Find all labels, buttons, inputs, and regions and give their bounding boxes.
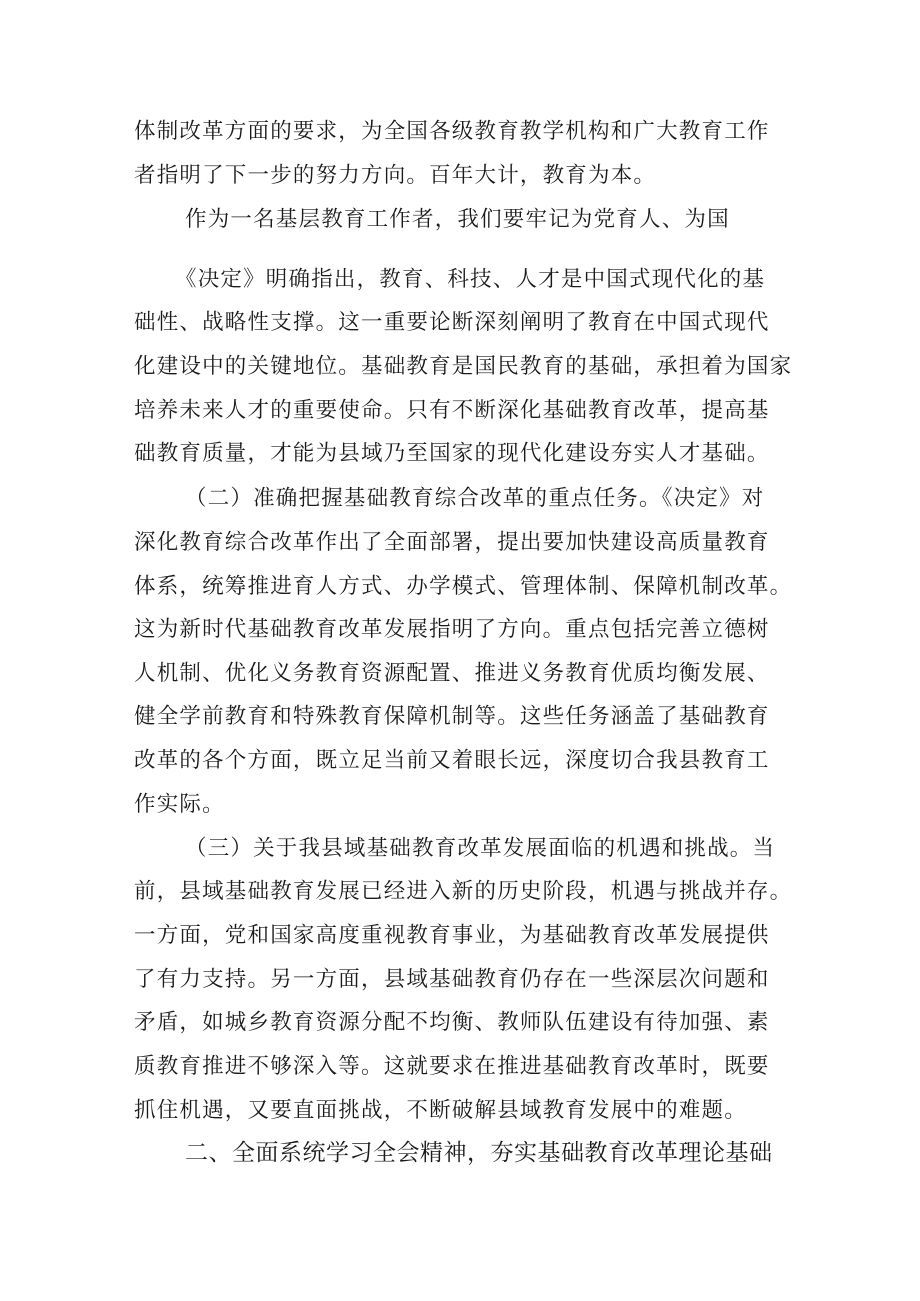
paragraph-line: 作为一名基层教育工作者，我们要牢记为党育人、为国 xyxy=(185,207,730,232)
paragraph-line: （二）准确把握基础教育综合改革的重点任务。《决定》对 xyxy=(185,486,765,511)
paragraph-line: 体系，统筹推进育人方式、办学模式、管理体制、保障机制改革。 xyxy=(134,574,793,599)
paragraph-line: 培养未来人才的重要使命。只有不断深化基础教育改革，提高基 xyxy=(134,398,770,423)
paragraph-line: 深化教育综合改革作出了全面部署，提出要加快建设高质量教育 xyxy=(134,530,770,555)
paragraph-line: 者指明了下一步的努力方向。百年大计，教育为本。 xyxy=(134,163,657,188)
paragraph-line: 抓住机遇，又要直面挑战，不断破解县域教育发展中的难题。 xyxy=(134,1098,747,1123)
paragraph-line: 作实际。 xyxy=(134,792,225,817)
paragraph-line: 《决定》明确指出，教育、科技、人才是中国式现代化的基 xyxy=(175,267,766,292)
paragraph-line: 化建设中的关键地位。基础教育是国民教育的基础，承担着为国家 xyxy=(134,354,793,379)
paragraph-line: 质教育推进不够深入等。这就要求在推进基础教育改革时，既要 xyxy=(134,1054,770,1079)
paragraph-line: 了有力支持。另一方面，县域基础教育仍存在一些深层次问题和 xyxy=(134,967,770,992)
paragraph-line: 体制改革方面的要求，为全国各级教育教学机构和广大教育工作 xyxy=(134,119,770,144)
paragraph-line: 矛盾，如城乡教育资源分配不均衡、教师队伍建设有待加强、素 xyxy=(134,1010,770,1035)
paragraph-line: 人机制、优化义务教育资源配置、推进义务教育优质均衡发展、 xyxy=(134,661,770,686)
paragraph-line: 改革的各个方面，既立足当前又着眼长远，深度切合我县教育工 xyxy=(134,748,770,773)
paragraph-line: 一方面，党和国家高度重视教育事业，为基础教育改革发展提供 xyxy=(134,923,770,948)
paragraph-line: 础教育质量，才能为县域乃至国家的现代化建设夯实人才基础。 xyxy=(134,441,770,466)
paragraph-line: 这为新时代基础教育改革发展指明了方向。重点包括完善立德树 xyxy=(134,617,770,642)
paragraph-line: 健全学前教育和特殊教育保障机制等。这些任务涵盖了基础教育 xyxy=(134,704,770,729)
section-heading: 二、全面系统学习全会精神，夯实基础教育改革理论基础 xyxy=(185,1140,773,1166)
paragraph-line: 础性、战略性支撑。这一重要论断深刻阐明了教育在中国式现代 xyxy=(134,310,770,335)
paragraph-line: 前，县域基础教育发展已经进入新的历史阶段，机遇与挑战并存。 xyxy=(134,879,793,904)
paragraph-line: （三）关于我县域基础教育改革发展面临的机遇和挑战。当 xyxy=(185,836,776,861)
